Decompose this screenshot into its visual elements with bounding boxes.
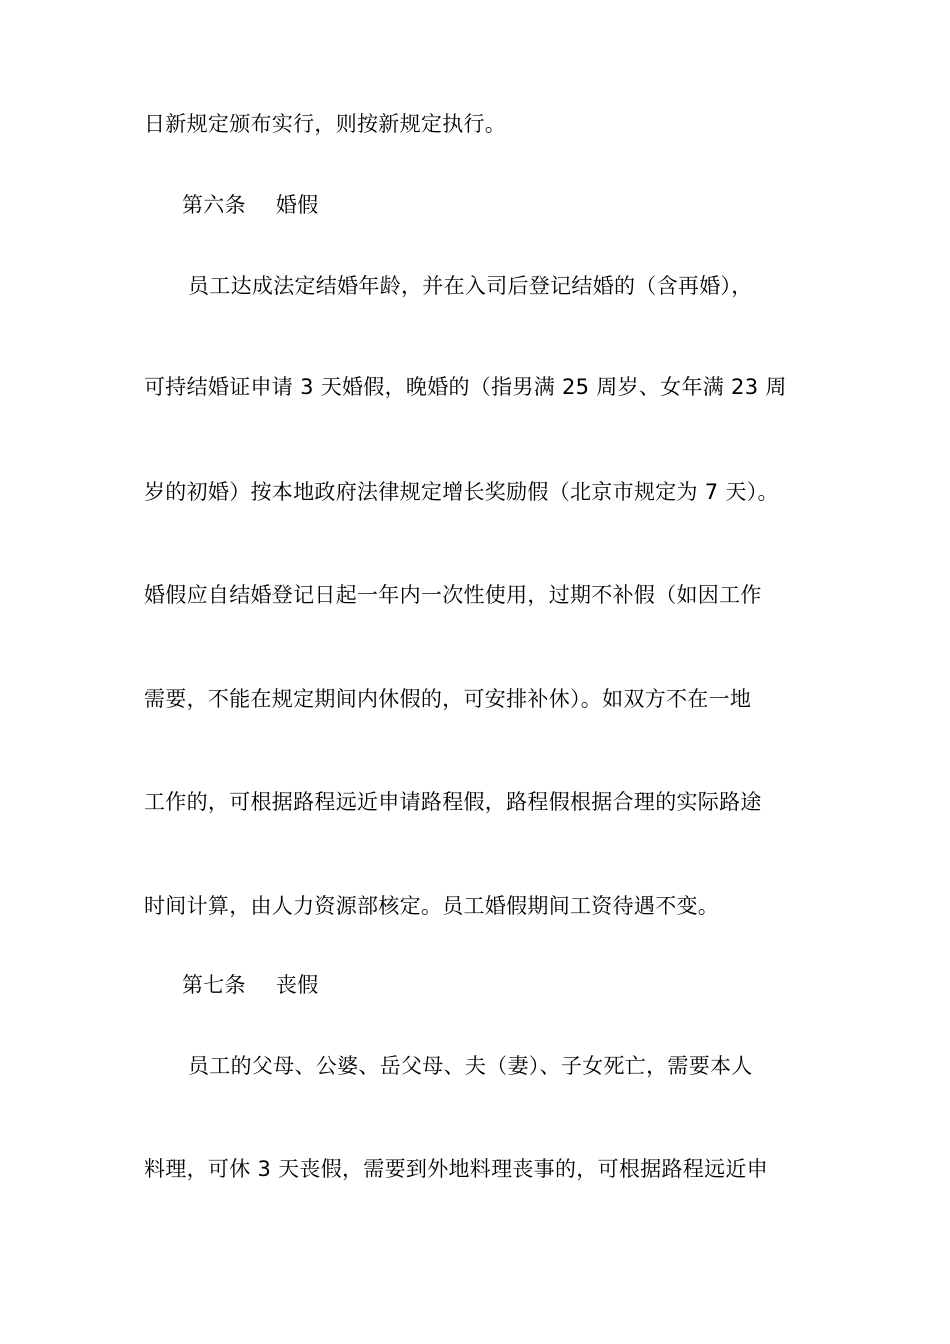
article-heading-6 — [182, 191, 319, 219]
paragraph-line: 可持结婚证申请 3 天婚假，晚婚的（指男满 25 周岁、女年满 23 周 — [144, 375, 787, 399]
paragraph-line: 婚假应自结婚登记日起一年内一次性使用，过期不补假（如因工作 — [144, 583, 762, 607]
paragraph-line: 时间计算，由人力资源部核定。员工婚假期间工资待遇不变。 — [144, 894, 720, 918]
article-title: 婚假 — [275, 193, 319, 217]
paragraph-line: 岁的初婚）按本地政府法律规定增长奖励假（北京市规定为 7 天）。 — [144, 480, 779, 504]
paragraph-line: 需要，不能在规定期间内休假的，可安排补休）。如双方不在一地 — [144, 687, 752, 711]
paragraph-line: 日新规定颁布实行，则按新规定执行。 — [144, 112, 507, 136]
article-heading-7 — [182, 971, 319, 999]
paragraph-line: 员工的父母、公婆、岳父母、夫（妻）、子女死亡，需要本人 — [188, 1054, 753, 1078]
paragraph-line: 料理，可休 3 天丧假，需要到外地料理丧事的，可根据路程远近申 — [144, 1157, 769, 1181]
article-number: 第六条 — [182, 193, 246, 217]
article-title: 丧假 — [275, 973, 319, 997]
paragraph-line: 工作的，可根据路程远近申请路程假，路程假根据合理的实际路途 — [144, 790, 762, 814]
paragraph-line: 员工达成法定结婚年龄，并在入司后登记结婚的（含再婚）， — [188, 274, 753, 298]
article-number: 第七条 — [182, 973, 246, 997]
